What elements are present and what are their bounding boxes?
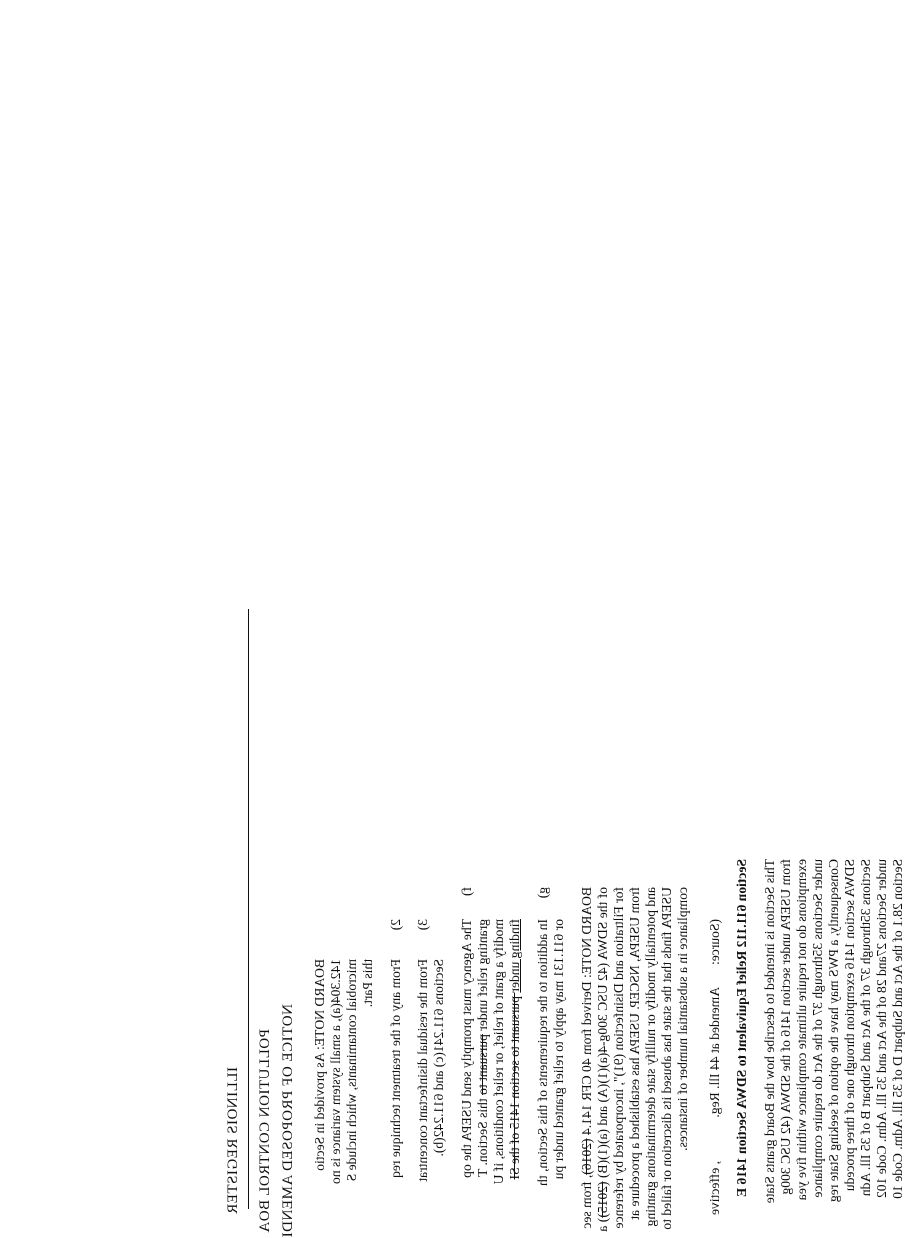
section-body-line: under Sections 35through 37 of the Act do require compliance bbox=[810, 859, 825, 1198]
item-g-text: In addition to the requirements of this Section, th bbox=[535, 919, 550, 1186]
section-body-line: Consequently, a PWS may have the option of seeking State reg bbox=[826, 859, 841, 1203]
notice-header: NOTICE OF PROPOSED AMENDI bbox=[280, 1004, 296, 1238]
rotated-document-content bbox=[225, 609, 905, 1238]
item-g-text: or 611.131 may apply to relief granted under pu bbox=[551, 919, 566, 1180]
item-f-text: modify a grant of relief, or relief conditions, if U bbox=[491, 919, 506, 1185]
board-note-line: from USEPA, NSCEP. USEPA has established a procedure at bbox=[627, 887, 642, 1220]
board-note-line: this Part. bbox=[360, 959, 375, 1008]
source-effective: , effective bbox=[707, 1161, 722, 1216]
item-3-text: From the residual disinfectant concentrat bbox=[415, 959, 430, 1182]
section-heading: Section 611.112 Relief Equivalent to SDWA Section 1416 E bbox=[734, 859, 749, 1197]
board-note-line: for Filtration and Disinfection (91)", incorporated by reference bbox=[611, 887, 626, 1229]
item-f-text: granting relief under pursuant to this Section. T bbox=[475, 919, 490, 1177]
item-2-text: From any of the treatment technique req bbox=[388, 959, 403, 1178]
section-body-line: This Section is intended to describe how the Board grants State bbox=[762, 859, 777, 1204]
item-f-marker: f) bbox=[459, 887, 474, 897]
section-body-line: from USEPA under section 1416 of the SDWA (42 USC 300g bbox=[778, 859, 793, 1195]
agency-header: POLLUTION CONTROL BOA bbox=[257, 1029, 273, 1234]
section-body-line: under Sections 27and 28 of the Act and 35 Ill. Adm. Code 102 bbox=[874, 859, 889, 1199]
register-header: ILLINOIS REGISTER bbox=[225, 1067, 241, 1215]
board-note-line: USEPA finds that the state has abused its discretion or failed to bbox=[659, 887, 674, 1230]
board-note-line: compliance in a substantial number of instances. bbox=[675, 887, 690, 1151]
board-note-line: BOARD NOTE: Derived from 40 CFR 141.4 (2016), from sec bbox=[579, 887, 594, 1229]
board-note-line: BOARD NOTE: As provided in Sectio bbox=[312, 959, 327, 1171]
board-note-line: and potentially modify or nullify state determinations granting bbox=[643, 887, 658, 1227]
section-body-line: Sections 35through 37 of the Act and Subpart B of 35 Ill. Adn bbox=[858, 859, 873, 1197]
section-body-line: exemptions do not require ultimate compliance within five yea bbox=[794, 859, 809, 1201]
board-note-line: of the SDWA (42 USC 300g-4(a)(1)(A) and (a)(1)(B) (2015)) a bbox=[595, 887, 610, 1232]
header-rule bbox=[248, 609, 249, 1209]
board-note-line: 142.304(a), a small system variance is no bbox=[328, 959, 343, 1184]
section-body-line: Section 28.1 of the Act and Subpart D of 35 Ill. Adm. Code 10 bbox=[890, 859, 905, 1199]
source-label: (Source: bbox=[707, 919, 722, 966]
board-note-line: microbial contaminants, which include S bbox=[344, 959, 359, 1182]
item-3-marker: 3) bbox=[415, 919, 430, 931]
item-f-text: The Agency must promptly send USEPA the op bbox=[459, 919, 474, 1178]
section-body-line: SDWA section 1416 exemption through one of three procedu bbox=[842, 859, 857, 1192]
item-f-text: finding under pursuant to section 1415 of the SI bbox=[507, 919, 522, 1180]
item-3-text: Sections 611.241(c) and 611.242(b). bbox=[431, 959, 446, 1157]
source-text: Amended at 44 Ill. Reg. bbox=[707, 987, 722, 1118]
item-g-marker: g) bbox=[535, 887, 550, 899]
item-2-marker: 2) bbox=[388, 919, 403, 931]
